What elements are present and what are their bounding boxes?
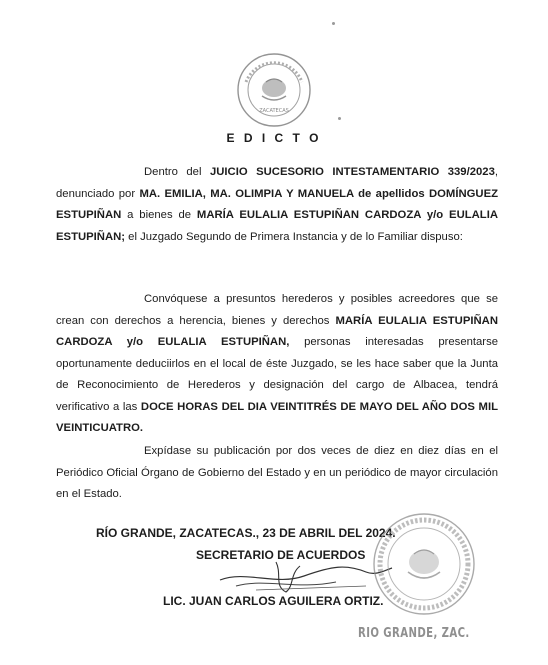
place-date: RÍO GRANDE, ZACATECAS., 23 DE ABRIL DEL 2024. <box>96 526 396 540</box>
p2-text-1: Convóquese a presuntos herederos y posibles acreedores que se crean con derechos a herencia, bienes y derechos <box>56 293 498 327</box>
p1-bold-1: JUICIO SUCESORIO INTESTAMENTARIO 339/2023 <box>209 166 495 178</box>
p1-bold-2: MA. EMILIA, MA. OLIMPIA Y MANUELA de apellidos DOMÍNGUEZ ESTUPIÑAN <box>56 187 498 221</box>
signer-name: LIC. JUAN CARLOS AGUILERA ORTIZ. <box>163 594 384 608</box>
seal-top-caption: ZACATECAS <box>259 108 289 114</box>
scan-speck <box>338 117 341 120</box>
paragraph-3 <box>56 441 498 506</box>
p2-text-2: personas interesadas presentarse oportunamente deduciirlos en el local de éste Juzgado, se les hace saber que la Junta de Reconocimiento de Herederos y designación del cargo de Albacea, tendrá verificativo a las <box>56 336 499 413</box>
handwritten-signature <box>216 556 396 596</box>
court-seal-bottom-icon <box>372 512 476 616</box>
p2-bold-1: MARÍA EULALIA ESTUPIÑAN CARDOZA y/o EULALIA ESTUPIÑAN, <box>56 314 498 348</box>
p1-text-1: Dentro del <box>144 166 210 178</box>
secretary-title: SECRETARIO DE ACUERDOS <box>196 548 366 562</box>
paragraph-2 <box>56 289 498 440</box>
paragraph-1 <box>56 162 498 248</box>
p1-text-3: a bienes de <box>121 209 197 221</box>
location-stamp: RIO GRANDE, ZAC. <box>358 626 470 641</box>
p1-text-4: el Juzgado Segundo de Primera Instancia y de lo Familiar dispuso: <box>125 230 463 243</box>
p1-bold-3: MARÍA EULALIA ESTUPIÑAN CARDOZA y/o EULALIA ESTUPIÑAN; <box>56 209 498 243</box>
p3-text-1: Expídase su publicación por dos veces de diez en diez días en el Periódico Oficial Órgano de Gobierno del Estado y en un periódico de mayor circulación en el Estado. <box>56 445 498 500</box>
scan-speck <box>332 22 335 25</box>
p1-text-2: , denunciado por <box>56 166 499 200</box>
court-seal-top-icon <box>236 52 312 128</box>
p2-bold-2: DOCE HORAS DEL DIA VEINTITRÉS DE MAYO DEL AÑO DOS MIL VEINTICUATRO. <box>56 400 498 434</box>
document-title: E D I C T O <box>226 131 322 145</box>
